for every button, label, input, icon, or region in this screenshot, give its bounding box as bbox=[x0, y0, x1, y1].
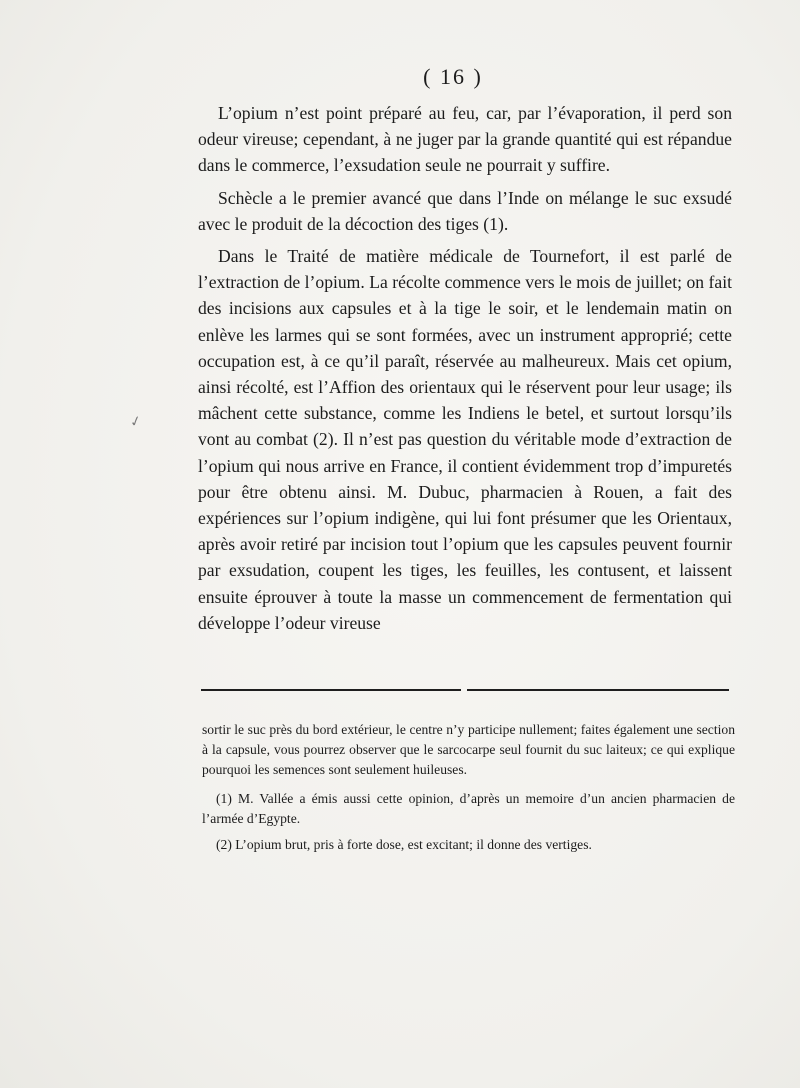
paragraph-tournefort: Dans le Traité de matière médicale de Tournefort, il est parlé de l’extraction de l’opium. La récolte commence vers le mois de juillet; on fait des incisions aux capsules et à la tige le soir, et le lendemain matin on enlève les larmes qui se sont formées, avec un instrument approprié; cette occupation est, à ce qu’il paraît, réservée au malheureux. Mais cet opium, ainsi récolté, est l’Affion des orientaux qui le réservent pour leur usage; ils mâchent cette substance, comme les Indiens le betel, et surtout lorsqu’ils vont au combat (2). Il n’est pas question du véritable mode d’extraction de l’opium qui nous arrive en France, il contient évidemment trop d’impuretés pour être obtenu ainsi. M. Dubuc, pharmacien à Rouen, a fait des expériences sur l’opium indigène, qui lui font présumer que les Orientaux, après avoir retiré par incision tout l’opium que les capsules peuvent fournir par exsudation, coupent les tiges, les feuilles, les contusent, et laissent ensuite éprouver à toute la masse un commencement de fermentation qui développe l’odeur vireuse bbox=[198, 246, 732, 633]
main-text bbox=[198, 100, 732, 642]
footnote-continuation: sortir le suc près du bord extérieur, le centre n’y participe nullement; faites également une section à la capsule, vous pourrez observer que le sarcocarpe seul fournit du suc laiteux; ce qui explique pourquoi les semences sont seulement huileuses. bbox=[202, 722, 735, 777]
footnote-1: (1) M. Vallée a émis aussi cette opinion, d’après un memoire d’un ancien pharmacien de l’armée d’Egypte. bbox=[202, 791, 735, 827]
footnote-2: (2) L’opium brut, pris à forte dose, est excitant; il donne des vertiges. bbox=[216, 836, 592, 852]
margin-pencil-mark: ✓ bbox=[128, 412, 144, 432]
paragraph-opium-preparation: L’opium n’est point préparé au feu, car, par l’évaporation, il perd son odeur vireuse; cependant, à ne juger par la grande quantité qui est répandue dans le commerce, l’exsudation seule ne pourrait y suffire. bbox=[198, 103, 732, 176]
footnotes bbox=[202, 720, 735, 861]
footnote-rule-left bbox=[201, 689, 461, 691]
paragraph-schecle: Schècle a le premier avancé que dans l’Inde on mélange le suc exsudé avec le produit de la décoction des tiges (1). bbox=[198, 187, 732, 234]
page-number: ( 16 ) bbox=[423, 64, 483, 89]
footnote-rule-right bbox=[467, 689, 729, 691]
